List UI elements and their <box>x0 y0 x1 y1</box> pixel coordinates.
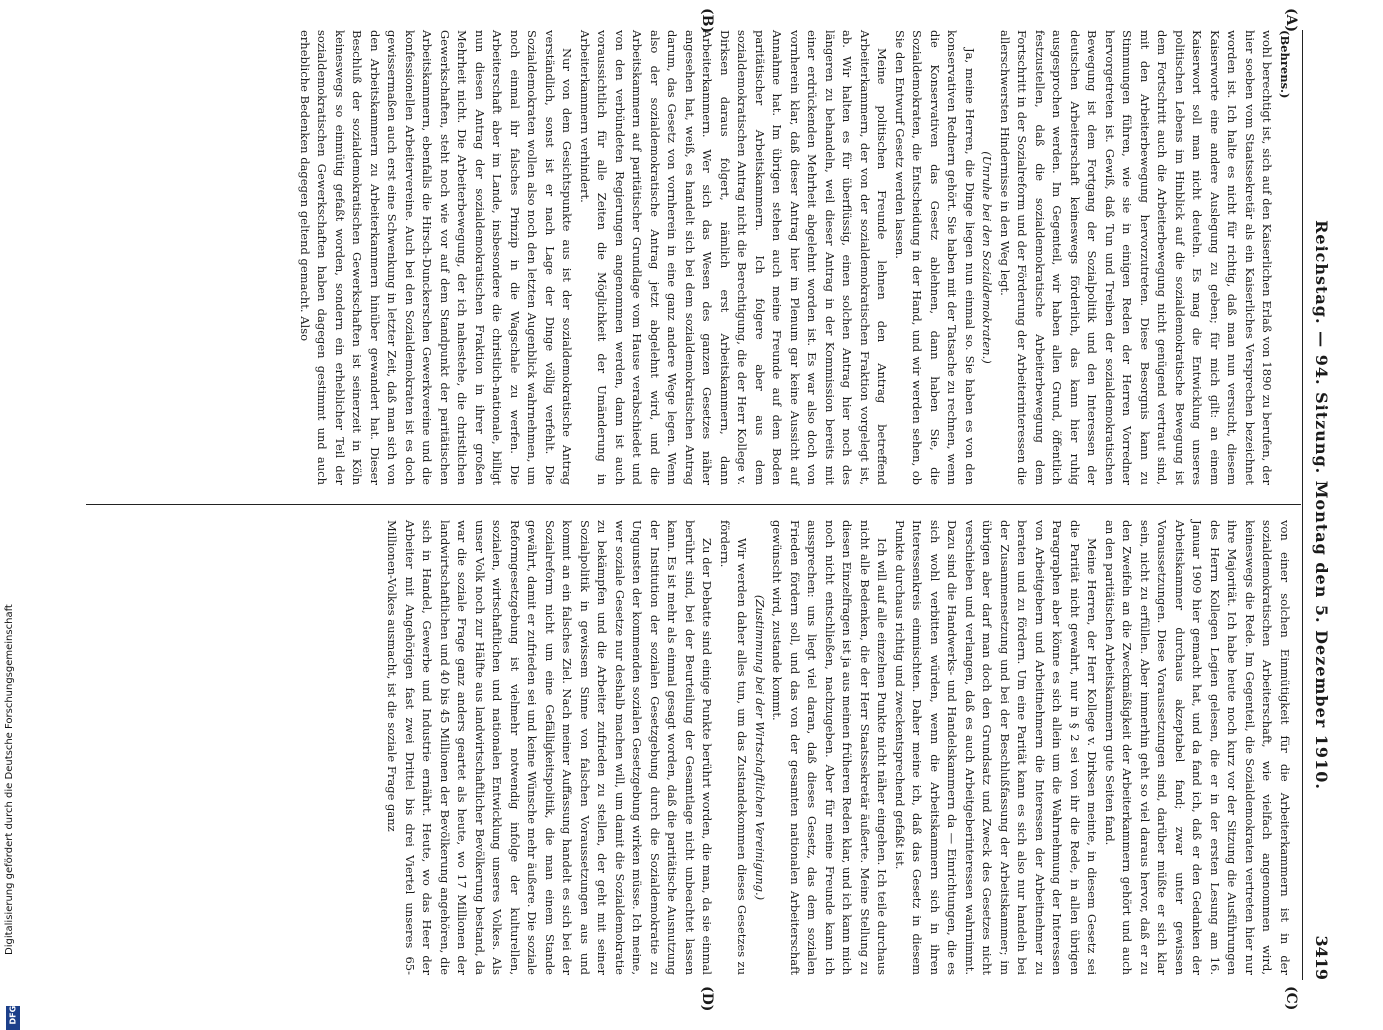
paragraph: Ich will auf alle einzelnen Punkte nicht näher eingehen. Ich teile durchaus nicht alle Bedenken, die der Herr Staatssekretär äußerte. Meine Stellung zu diesen Einzelfragen ist ja aus meinen früheren Reden klar, und ich kann mich noch nicht entschließen, nachzugeben. Aber für meine Freunde kann ich aussprechen: uns liegt viel daran, daß dieses Gesetz, das dem sozialen Frieden fördern soll, und das von der gesamten nationalen Arbeiterschaft gewünscht wird, zustande kommt. <box>770 520 890 975</box>
paragraph: Meine Herren, der Herr Kollege v. Dirksen meinte, in diesem Gesetz sei die Parität nicht gewahrt, nur in § 2 sei von ihr die Rede, in allen übrigen Paragraphen aber könne es sich allein um die Wahrnehmung der Interessen von Arbeitgebern und Arbeitnehmern die Interessen der Arbeitnehmer zu beraten und zu fördern. Um eine Parität kann es sich also nur handeln bei der Zusammensetzung und bei der Beschlußfassung der Arbeitskammer; im übrigen aber darf man doch den Grundsatz und Zweck des Gesetzes nicht verschieben und verlangen, daß es auch Arbeitgeberinteressen wahrnimmt. Dazu sind die Handwerks- und Handelskammern da — Einrichtungen, die es sich wohl verbitten würden, wenn die Arbeitskammern sich in ihren Interessenkreis einmischten. Daher meine ich, daß das Gesetz in diesem Punkte durchaus richtig und zweckentsprechend gefaßt ist. <box>893 520 1100 975</box>
margin-marker-d: (D) <box>699 986 715 1012</box>
page-header <box>1303 30 1335 980</box>
stage-direction: (Unruhe bei den Sozialdemokraten.) <box>980 151 995 364</box>
column-divider <box>86 504 1301 505</box>
page-header-title: Reichstag. — 94. Sitzung. Montag den 5. Dezember 1910. <box>1312 220 1331 790</box>
paragraph: Nur von dem Gesichtspunkte aus ist der sozialdemokratische Antrag verständlich, sonst ist er nach Lage der Dinge völlig verfehlt. Die Sozialdemokraten wollen also noch den letzten Augenblick wahrnehmen, um noch einmal ihr falsches Prinzip in die Wagschale zu werfen. Die Arbeiterschaft aber im Lande, insbesondere die christlich-nationale, billigt nun diesen Antrag der sozialdemokratischen Fraktion in ihrer großen Mehrheit nicht. Die Arbeiterbewegung, der ich nahestehe, die christlichen Gewerkschaften, steht noch wie vor auf dem Standpunkt der paritätischen Arbeitskammern, ebenfalls die Hirsch-Dunckerschen Gewerkvereine und die konfessionellen Arbeitervereine. Auch bei den Sozialdemokraten ist es doch gewissermaßen auch erst eine Schwenkung in letzter Zeit, daß man sich von den Arbeitskammern zu Arbeiterkammern hinüber gewandert hat. Dieser Beschluß der sozialdemokratischen Gewerkschaften ist seinerzeit in Köln keineswegs so einmütig gefaßt worden, sondern ein erheblicher Teil der sozialdemokratischen Gewerkschaften haben dagegen gestimmt und auch erhebliche Bedenken dagegen geltend gemacht. Also <box>298 30 575 485</box>
paragraph: Wir werden daher alles tun, um das Zustandekommen dieses Gesetzes zu fördern. <box>718 520 750 975</box>
header-rule <box>1302 30 1303 980</box>
document-page <box>75 8 1335 1012</box>
speaker-name <box>1276 30 1294 485</box>
paragraph: Ja, meine Herren, die Dinge liegen nun einmal so. Sie haben es von den konservativen Rednern gehört. Sie haben mit der Tatsache zu rechnen, wenn die Konservativen das Gesetz ablehnen, dann haben Sie, die Sozialdemokraten, die Entscheidung in der Hand, und wir werden sehen, ob Sie den Entwurf Gesetz werden lassen. <box>893 30 977 485</box>
stage-direction: (Zustimmung bei der Wirtschaftlichen Vereinigung.) <box>753 594 767 901</box>
margin-marker-b: (B) <box>699 8 715 34</box>
digitization-credit: Digitalisierung gefördert durch die Deutsche Forschungsgemeinschaft DFG <box>4 40 20 995</box>
paragraph: wohl berechtigt ist, sich auf den Kaiserlichen Erlaß von 1890 zu berufen, der hier soeben vom Staatssekretär als ein Kaiserliches Versprechen bezeichnet worden ist. Ich halte es nicht für richtig, daß man nun versucht, diesem Kaiserworte eine andere Auslegung zu geben; für mich gilt: an einem Kaiserwort soll man nicht deuteln. Es mag die Entwicklung unseres politischen Lebens im Hinblick auf die sozialdemokratische Bewegung ist dem Fortschritt auch die Arbeiterbewegung nicht genügend vertraut sind, mit den Arbeiterbewegung hervorzutreten. Diese Besorgnis kann zu Stimmungen führen, wie sie in einigen Reden der Herren Vorredner hervorgetreten ist. Gewiß, daß Tun und Treiben der sozialdemokratischen Bewegung ist dem Fortgang der Sozialpolitik und den Interessen der deutschen Arbeiterschaft keineswegs förderlich, das kann hier ruhig ausgesprochen werden. Im Gegenteil, wir haben allen Grund, öffentlich festzustellen, daß die sozialdemokratische Arbeiterbewegung dem Fortschritt in der Sozialreform und der Förderung der Arbeiterinteressen die allerschwersten Hindernisse in den Weg legt. <box>998 30 1275 485</box>
right-column <box>383 520 1293 975</box>
paragraph: Zu der Debatte sind einige Punkte berührt worden, die man, da sie einmal berührt sind, bei der Beurteilung der Gesamtlage nicht unbeachtet lassen kann. Es ist mehr als einmal gesagt worden, daß die paritätische Ausnutzung der Institution der sozialen Gesetzgebung durch die Sozialdemokratie zu Ungunsten der kommenden sozialen Gesetzgebung wirken müsse. Ich meine, wer soziale Gesetze nur deshalb machen will, um damit die Sozialdemokratie zu bekämpfen und die Arbeiter zufrieden zu stellen, der geht mit seiner Sozialpolitik in gewissem Sinne von falschen Voraussetzungen aus und kommt an ein falsches Ziel. Nach meiner Auffassung handelt es sich bei der Sozialreform nicht um eine Gefälligkeitspolitik, die man einem Stande gewährt, damit er zufrieden sei und keine Wünsche mehr äußere. Die soziale Reformgesetzgebung ist vielmehr notwendig infolge der kulturellen, sozialen, wirtschaftlichen und nationalen Entwicklung unseres Volkes. Als unser Volk noch zur Hälfte aus landwirtschaftlicher Bevölkerung bestand, da war die soziale Frage ganz anders geartet als heute, wo 17 Millionen der landwirtschaftlichen und 40 bis 45 Millionen der Bevölkerung angehören, die sich in Handel, Gewerbe und Industrie ernährt. Heute, wo das Heer der Arbeiter mit Angehörigen fast zwei Drittel bis drei Viertel unseres 65-Millionen-Volkes ausmacht, ist die soziale Frage ganz <box>385 520 715 975</box>
dfg-logo <box>6 1006 20 1030</box>
speaker-label: (Behrens.) <box>1278 30 1292 99</box>
margin-marker-a: (A) <box>1283 8 1299 33</box>
paragraph: Meine politischen Freunde lehnen den Antrag betreffend Arbeiterkammern, der von der sozialdemokratischen Fraktion vorgelegt ist, ab. Wir halten es für überflüssig, einen solchen Antrag hier noch des längeren zu behandeln, weil dieser Antrag in der Kommission bereits mit einer erdrückenden Mehrheit abgelehnt worden ist. Es war also doch von vornherein klar, daß dieser Antrag hier im Plenum gar keine Aussicht auf Annahme hat. Im übrigen stehen auch meine Freunde auf dem Boden paritätischer Arbeitskammern. Ich folgere aber aus dem sozialdemokratischen Antrag nicht die Berechtigung, die der Herr Kollege v. Dirksen daraus folgert, nämlich erst Arbeitskammern, dann Arbeiterkammern. Wer sich das Wesen des ganzen Gesetzes näher angesehen hat, weiß, es handelt sich bei dem sozialdemokratischen Antrag darum, das Gesetz von vornherein in eine ganz andere Wege legen. Wenn also der sozialdemokratische Antrag jetzt abgelehnt wird, und die Arbeitskammern auf paritätischer Grundlage vom Hause verabschiedet und von den verbündeten Regierungen angenommen werden, dann ist auch voraussichtlich für alle Zeiten die Möglichkeit der Umänderung in Arbeiterkammern verhindert. <box>578 30 890 485</box>
page-number: 3419 <box>1312 935 1331 980</box>
dfg-logo-text: DFG <box>8 1005 18 1025</box>
margin-marker-c: (C) <box>1283 986 1299 1011</box>
paragraph: von einer solchen Einmütigkeit für die Arbeiterkammern ist in der sozialdemokratischen Arbeiterschaft, wie vielfach angenommen wird, keineswegs die Rede. Im Gegenteil, die Sozialdemokraten vertreten hier nur ihre Majorität. Ich habe heute noch kurz vor der Sitzung die Ausführungen des Herrn Kollegen Legien gelesen, die er in der ersten Lesung am 16. Januar 1909 hier gemacht hat, und da fand ich, daß er den Gedanken der Arbeitskammer durchaus akzeptabel fand; zwar unter gewissen Voraussetzungen. Diese Voraussetzungen sind, darüber müßte er sich klar sein, nicht zu erfüllen. Aber immerhin geht so viel daraus hervor, daß er zu den Zweifeln an die Zweckmäßigkeit der Arbeiterkammern gehört und auch an den paritätischen Arbeitskammern gute Seiten fand. <box>1103 520 1292 975</box>
left-column <box>296 30 1294 485</box>
